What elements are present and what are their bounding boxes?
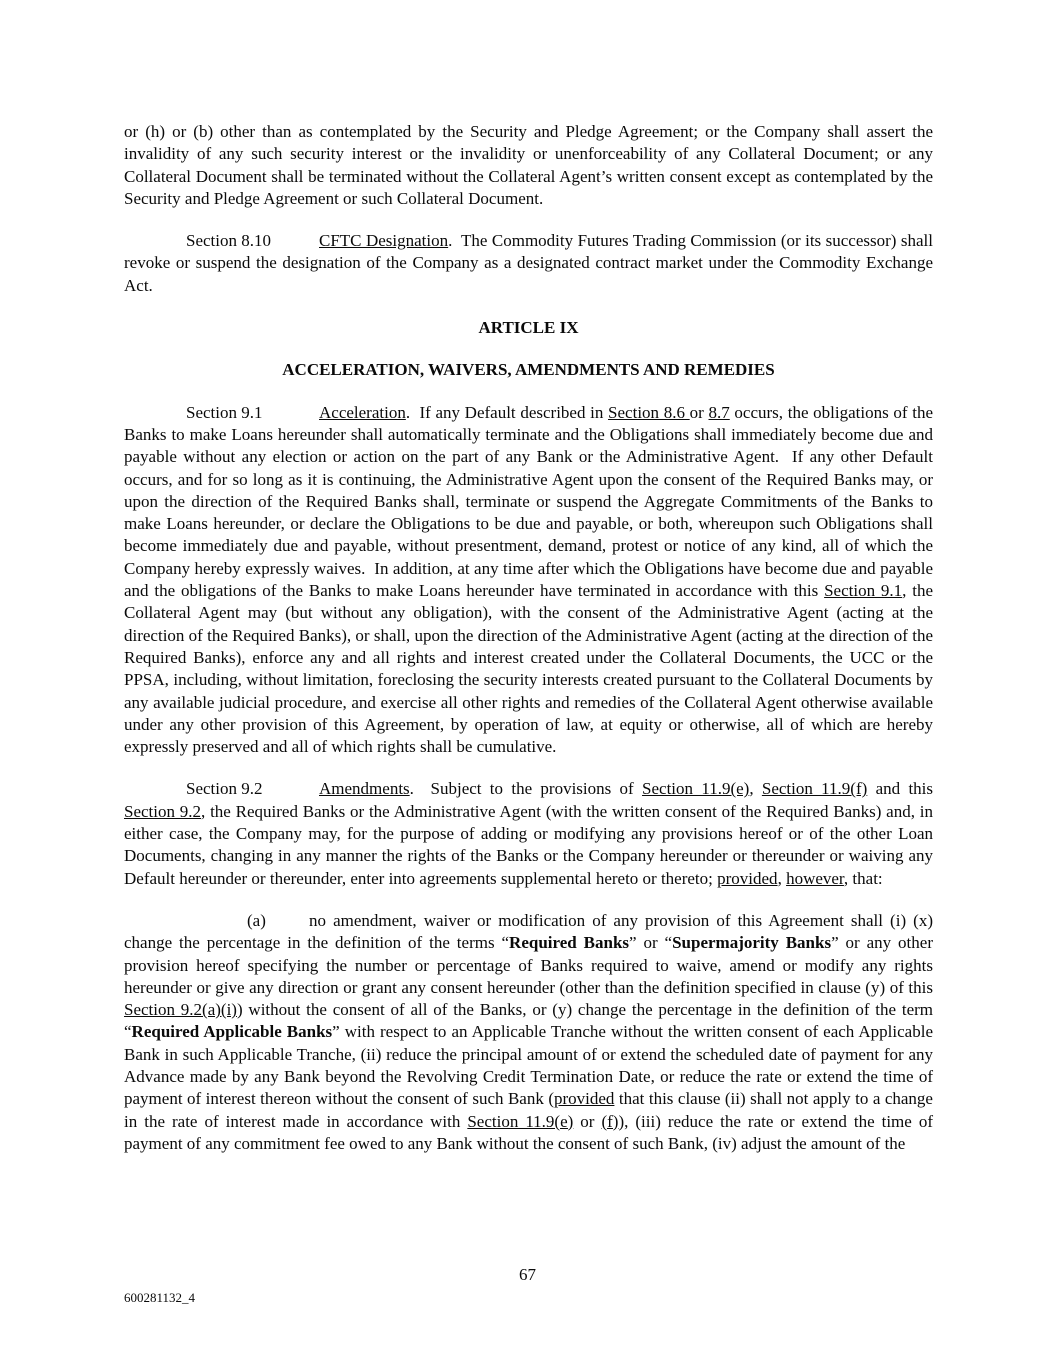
ref-section-11-9f-short: (f)	[601, 1111, 619, 1131]
ref-section-11-9e: Section 11.9(e)	[467, 1111, 574, 1131]
ref-section-9-1: Section 9.1	[824, 581, 903, 601]
text-run: ” or any other provision hereof specifying the number or percentage of Banks required to waive, amend or modify any rights hereunder or give any direction or grant any consent hereunder (other than the definition specified in clause (y) of this	[124, 933, 938, 997]
text-run: and this	[867, 779, 938, 799]
term-required-applicable-banks: Required Applicable Banks	[131, 1022, 333, 1042]
ref-section-9-2-a-i: Section 9.2(a)(i)	[124, 1000, 237, 1020]
article-title: ARTICLE IX	[478, 318, 579, 338]
paragraph-continuation	[124, 121, 938, 210]
text-run: ” with respect to an Applicable Tranche without the written consent of each Applicable Bank in such Applicable Tranche, (ii) reduce the principal amount of or extend the scheduled date of payment for any Advance made by any Bank beyond the Revolving Credit Termination Date, or reduce the rate or extend the time of payment of interest thereon without the consent of such Bank (	[124, 1022, 938, 1109]
text-run: ,	[777, 868, 787, 888]
text-run: , the Required Banks or the Administrative Agent (with the written consent of the Required Banks) and, in either case, the Company may, for the purpose of adding or modifying any provisions hereof or of the other Loan Documents, changing in any manner the rights of the Banks or the Company hereunder or thereunder or waiving any Default hereunder or thereunder, enter into agreements supplemental hereto or thereto;	[124, 801, 938, 888]
ref-section-11-9e: Section 11.9(e)	[642, 779, 750, 799]
ref-section-9-2: Section 9.2	[124, 801, 202, 821]
text-run: , the Collateral Agent may (but without any obligation), with the consent of the Administrative Agent (acting at the direction of the Required Banks), or shall, upon the direction of the Administrative Agent (acting at the direction of the Required Banks), enforce any and all rights and interest created under the Collateral Documents, the UCC or the PPSA, including, without limitation, foreclosing the security interests created pursuant to the Collateral Documents by any available judicial procedure, and exercise all other rights and remedies of the Collateral Agent otherwise available under any other provision of this Agreement, by operation of law, at equity or otherwise, all of which are hereby expressly preserved and all of which rights shall be cumulative.	[124, 581, 938, 757]
term-provided: provided	[553, 1089, 615, 1109]
ref-section-11-9f: Section 11.9(f)	[761, 779, 868, 799]
text-run: . The Commodity Futures Trading Commission (or its successor) shall revoke or suspend the designation of the Company as a designated contract market under the Commodity Exchange Act.	[124, 231, 938, 295]
paragraph-section-8-10	[124, 230, 938, 297]
section-8-10-heading: CFTC Designation	[319, 231, 449, 251]
text-run: occurs, the obligations of the Banks to make Loans hereunder shall automatically terminate and the Obligations shall immediately become due and payable without any election or action on the part of any Bank or the Administrative Agent. If any other Default occurs, and for so long as it is continuing, the Administrative Agent upon the consent of the Required Banks may, or upon the direction of the Required Banks shall, terminate or suspend the Aggregate Commitments of the Banks to make Loans hereunder, or declare the Obligations to be due and payable, or both, whereupon such Obligations shall become immediately due and payable, without presentment, demand, protest or notice of any kind, all of which the Company hereby expressly waives. In addition, at any time after which the Obligations have become due and payable and the obligations of the Banks to make Loans hereunder have terminated in accordance with this	[124, 402, 938, 601]
text-run: , that:	[843, 868, 883, 888]
text-run: . If any Default described in	[405, 402, 609, 422]
section-9-1-heading: Acceleration	[319, 402, 406, 422]
term-required-banks: Required Banks	[509, 933, 630, 953]
ref-section-8-6: Section 8.6	[608, 402, 690, 422]
section-9-2-heading: Amendments	[319, 779, 410, 799]
text-run: no amendment, waiver or modification of any provision of this Agreement shall (i) (x) change the percentage in the definition of the terms “	[124, 910, 938, 953]
text-run: ) without the consent of all of the Banks, or (y) change the percentage in the definition of the term “	[124, 1000, 938, 1042]
page-number: 67	[519, 1265, 536, 1284]
text-run: ” or “	[629, 933, 673, 953]
article-subtitle: ACCELERATION, WAIVERS, AMENDMENTS AND REMEDIES	[282, 360, 775, 380]
text-run: . Subject to the provisions of	[409, 779, 643, 799]
paragraph-section-9-2	[124, 778, 938, 889]
document-body	[124, 121, 938, 1175]
term-however: however	[786, 868, 844, 888]
section-number-8-10: Section 8.10	[186, 231, 271, 251]
document-id-footer: 600281132_4	[124, 1290, 196, 1305]
section-number-9-2: Section 9.2	[186, 779, 263, 799]
text-run: ), (iii) reduce the rate or extend the time of payment of any commitment fee owed to any Bank without the consent of such Bank, (iv) adjust the amount of the	[124, 1111, 938, 1153]
clause-a-label: (a)	[247, 910, 266, 930]
text-run: ,	[749, 779, 762, 799]
text-run: or	[573, 1111, 602, 1131]
paragraph-section-9-1	[124, 402, 938, 759]
text-run: or (h) or (b) other than as contemplated by the Security and Pledge Agreement; or the Company shall assert the invalidity of any such security interest or the invalidity or unenforceability of any Collateral Document; or any Collateral Document shall be terminated without the Collateral Agent’s written consent except as contemplated by the Security and Pledge Agreement or such Collateral Document.	[124, 122, 938, 208]
ref-section-8-7: 8.7	[708, 402, 730, 422]
term-supermajority-banks: Supermajority Banks	[672, 933, 832, 953]
section-number-9-1: Section 9.1	[186, 402, 263, 422]
paragraph-clause-a	[124, 910, 938, 1155]
text-run: or	[689, 402, 709, 422]
term-provided: provided	[717, 868, 778, 888]
text-run: that this clause (ii) shall not apply to a change in the rate of interest made in accordance with	[124, 1089, 938, 1131]
